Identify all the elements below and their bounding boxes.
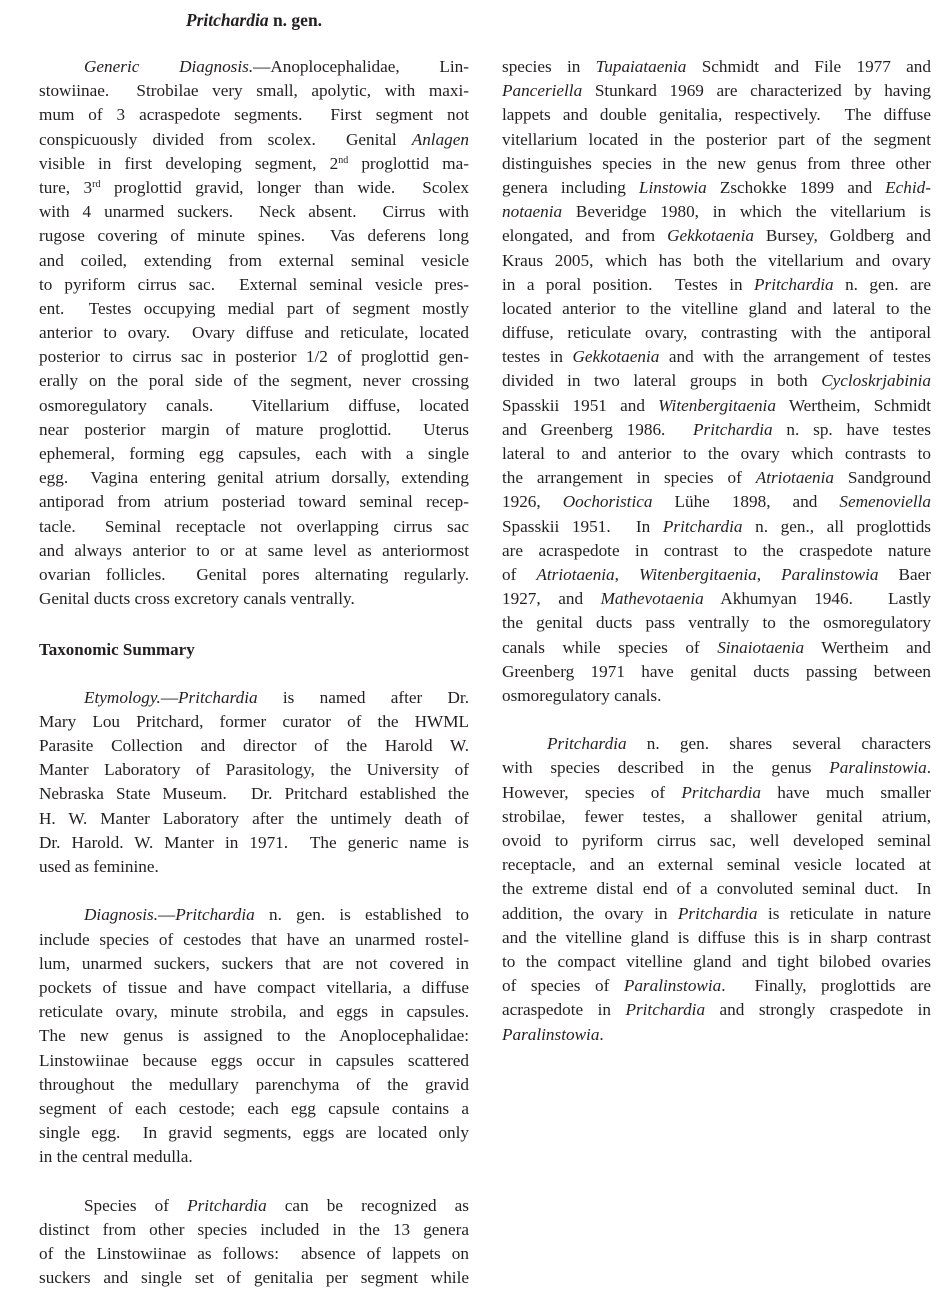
italic-term: Anlagen	[411, 129, 469, 149]
text-run: divided in two lateral groups in both	[502, 371, 822, 391]
text-line	[39, 128, 469, 152]
text-run: . Finally, proglottids are	[721, 976, 931, 996]
text-run: near posterior margin of mature proglottid. Uterus	[39, 419, 469, 439]
text-line	[502, 442, 931, 466]
text-line	[39, 952, 469, 976]
genus-title-italic: Pritchardia	[185, 10, 269, 30]
text-run: —	[160, 687, 179, 707]
text-run: acraspedote in	[502, 1000, 626, 1020]
text-line	[502, 974, 931, 998]
text-line	[39, 176, 469, 200]
text-run: Schmidt and File 1977 and	[686, 57, 931, 76]
text-line	[502, 853, 931, 877]
text-run: visible in first developing segment, 2	[39, 153, 339, 173]
text-run: .	[599, 1024, 604, 1044]
text-run: Greenberg 1971 have genital ducts passing between	[502, 661, 931, 681]
text-run: in the central medulla.	[39, 1147, 193, 1167]
italic-term: Generic Diagnosis.	[84, 57, 254, 76]
text-run: n. gen. are	[833, 274, 931, 294]
text-run: the extreme distal end of a convoluted seminal duct. In	[502, 879, 931, 899]
text-run: lateral to and anterior to the ovary which contrasts to	[502, 444, 931, 463]
text-run: osmoregulatory canals.	[502, 685, 662, 705]
diagnosis-paragraph	[39, 903, 469, 1169]
italic-term: Pritchardia	[178, 687, 258, 707]
text-line	[39, 1121, 469, 1145]
continuation-paragraph	[502, 55, 931, 708]
text-run: ent. Testes occupying medial part of segment mostly	[39, 298, 469, 318]
text-run: elongated, and from	[502, 226, 668, 246]
text-line	[39, 273, 469, 297]
text-line	[39, 1024, 469, 1048]
text-run: ture, 3	[39, 177, 93, 197]
text-run: genera including	[502, 177, 639, 197]
section-heading-taxonomic-summary: Taxonomic Summary	[39, 639, 195, 659]
text-run: Sandground	[834, 468, 931, 488]
text-run: n. gen., all proglottids	[742, 516, 931, 536]
text-line	[39, 734, 469, 758]
text-run: Bursey, Goldberg and	[753, 226, 931, 246]
text-run: is reticulate in nature	[757, 903, 931, 923]
italic-term: Diagnosis.	[84, 905, 159, 925]
text-run: strobilae, fewer testes, a shallower genital atrium,	[502, 806, 931, 826]
text-run: lum, unarmed suckers, suckers that are not covered in	[39, 953, 469, 973]
text-line	[502, 660, 931, 684]
text-line	[39, 1097, 469, 1121]
text-line	[502, 418, 931, 442]
text-line	[39, 1073, 469, 1097]
text-run: the genital ducts pass ventrally to the osmoregulatory	[502, 613, 931, 633]
text-run: anterior to ovary. Ovary diffuse and reticulate, located	[39, 323, 469, 343]
italic-term: Semenoviella	[839, 492, 931, 512]
text-line	[502, 152, 931, 176]
italic-term: Witenbergitaenia	[658, 395, 776, 415]
text-run: Dr. Harold. W. Manter in 1971. The generic name is	[39, 832, 469, 852]
text-line	[39, 466, 469, 490]
genus-title-rest: n. gen.	[268, 10, 323, 30]
text-run: erally on the poral side of the segment, never crossing	[39, 371, 469, 391]
text-run: mum of 3 acraspedote segments. First segment not	[39, 105, 469, 125]
text-run: ovoid to pyriform cirrus sac, well developed seminal	[502, 831, 931, 850]
italic-term: Oochoristica	[562, 492, 653, 512]
text-run: 1926,	[502, 492, 563, 512]
text-run: Nebraska State Museum. Dr. Pritchard established the	[39, 784, 469, 804]
text-line	[502, 1023, 931, 1047]
text-run: Beveridge 1980, in which the vitellarium is	[562, 202, 931, 222]
text-line	[502, 877, 931, 901]
text-run: distinct from other species included in the 13 genera	[39, 1219, 469, 1239]
text-line	[502, 636, 931, 660]
text-run: Spasskii 1951. In	[502, 516, 663, 536]
text-run: Species of	[84, 1195, 188, 1215]
text-run: of	[502, 564, 537, 584]
text-run: addition, the ovary in	[502, 903, 678, 923]
text-run: include species of cestodes that have an unarmed rostel-	[39, 929, 469, 949]
text-run: of the Linstowiinae as follows: absence of lappets on	[39, 1244, 469, 1263]
text-run: single egg. In gravid segments, eggs are located only	[39, 1123, 469, 1143]
text-line	[39, 1194, 469, 1218]
italic-term: Cycloskrjabinia	[821, 371, 931, 391]
text-line	[39, 710, 469, 734]
text-line	[502, 490, 931, 514]
superscript: nd	[338, 154, 349, 166]
text-line	[502, 200, 931, 224]
text-run: Lühe 1898, and	[652, 492, 840, 512]
text-line	[502, 781, 931, 805]
text-line	[502, 55, 931, 79]
text-line	[39, 1000, 469, 1024]
text-run: and the vitelline gland is diffuse this is in sharp contrast	[502, 927, 931, 947]
text-line	[39, 1218, 469, 1242]
text-run: H. W. Manter Laboratory after the untimely death of	[39, 808, 469, 828]
text-line	[39, 321, 469, 345]
text-run: However, species of	[502, 782, 682, 802]
text-line	[502, 176, 931, 200]
text-run: distinguishes species in the new genus from three other	[502, 153, 931, 173]
text-run: —Anoplocephalidae, Lin-	[253, 57, 469, 76]
text-line	[39, 442, 469, 466]
italic-term: Paralinstowia	[829, 758, 927, 778]
text-run: n. gen. is established to	[254, 905, 469, 925]
text-line	[502, 732, 931, 756]
italic-term: Pritchardia	[754, 274, 834, 294]
text-run: conspicuously divided from scolex. Genital	[39, 129, 412, 149]
text-run: is named after Dr.	[257, 687, 469, 707]
superscript: rd	[92, 178, 101, 190]
text-line	[502, 950, 931, 974]
text-line	[39, 1242, 469, 1266]
italic-term: Atriotaenia	[536, 564, 615, 584]
text-run: posterior to cirrus sac in posterior 1/2 of proglottid gen-	[39, 347, 469, 367]
text-line	[502, 902, 931, 926]
text-line	[502, 345, 931, 369]
text-line	[502, 369, 931, 393]
text-line	[39, 79, 469, 103]
text-line	[502, 103, 931, 127]
text-run: with 4 unarmed suckers. Neck absent. Cirrus with	[39, 202, 469, 222]
text-run: and with the arrangement of testes	[659, 347, 931, 367]
text-run: ,	[756, 564, 782, 584]
text-run: .	[926, 758, 931, 778]
text-line	[39, 686, 469, 710]
text-run: Manter Laboratory of Parasitology, the University of	[39, 760, 469, 780]
text-line	[502, 587, 931, 611]
etymology-paragraph	[39, 686, 469, 880]
text-line	[502, 611, 931, 635]
text-run: Mary Lou Pritchard, former curator of the HWML	[39, 711, 469, 731]
text-line	[39, 490, 469, 514]
text-run: used as feminine.	[39, 857, 159, 876]
italic-term: Linstowia	[638, 177, 707, 197]
genus-title	[39, 8, 469, 32]
text-line	[502, 805, 931, 829]
italic-term: Atriotaenia	[755, 468, 835, 488]
text-run: n. gen. shares several characters	[626, 734, 931, 754]
text-line	[39, 903, 469, 927]
text-line	[39, 928, 469, 952]
text-run: Akhumyan 1946. Lastly	[703, 589, 931, 609]
text-line	[502, 539, 931, 563]
text-line	[502, 249, 931, 273]
italic-term: Sinaiotaenia	[717, 637, 805, 657]
text-run: of species of	[502, 976, 624, 996]
text-run: canals while species of	[502, 637, 718, 657]
text-run: vitellarium located in the posterior part of the segment	[502, 129, 931, 149]
text-line	[39, 200, 469, 224]
italic-term: Paralinstowia	[623, 976, 722, 996]
comparison-paragraph	[502, 732, 931, 1046]
text-run: pockets of tissue and have compact vitellaria, a diffuse	[39, 977, 469, 997]
italic-term: Paralinstowia	[502, 1024, 600, 1044]
text-run: ephemeral, forming egg capsules, each with a single	[39, 444, 469, 463]
italic-term: Pritchardia	[662, 516, 743, 536]
text-line	[502, 998, 931, 1022]
text-line	[502, 563, 931, 587]
text-run: Linstowiinae because eggs occur in capsules scattered	[39, 1050, 469, 1070]
text-line	[39, 1049, 469, 1073]
text-run: segment of each cestode; each egg capsule contains a	[39, 1098, 469, 1118]
text-run: proglottid gravid, longer than wide. Scolex	[100, 177, 469, 197]
text-line	[502, 297, 931, 321]
text-run: suckers and single set of genitalia per segment while	[39, 1268, 469, 1288]
text-run: in a poral position. Testes in	[502, 274, 755, 294]
text-run: egg. Vagina entering genital atrium dorsally, extending	[39, 468, 469, 488]
text-run: The new genus is assigned to the Anoplocephalidae:	[39, 1026, 469, 1046]
text-line	[39, 1145, 469, 1169]
text-run: the arrangement in species of	[502, 468, 756, 488]
text-run: Genital ducts cross excretory canals ventrally.	[39, 589, 355, 609]
text-run: osmoregulatory canals. Vitellarium diffuse, located	[39, 395, 469, 415]
text-line	[39, 831, 469, 855]
italic-term: Panceriella	[502, 81, 583, 101]
text-line	[39, 807, 469, 831]
text-line	[39, 515, 469, 539]
text-line	[39, 782, 469, 806]
text-run: ,	[614, 564, 639, 584]
text-run: proglottid ma-	[348, 153, 470, 173]
text-line	[502, 128, 931, 152]
text-run: rugose covering of minute spines. Vas deferens long	[39, 226, 469, 246]
text-line	[502, 684, 931, 708]
italic-term: Pritchardia	[547, 734, 627, 754]
generic-diagnosis-paragraph	[39, 55, 469, 611]
italic-term: Etymology.	[84, 687, 161, 707]
text-run: Wertheim and	[804, 637, 931, 657]
text-line	[502, 394, 931, 418]
text-line	[39, 855, 469, 879]
text-line	[39, 224, 469, 248]
text-line	[39, 418, 469, 442]
text-line	[502, 926, 931, 950]
text-run: testes in	[502, 347, 573, 367]
text-line	[502, 273, 931, 297]
text-line	[39, 249, 469, 273]
text-line	[502, 321, 931, 345]
italic-term: Gekkotaenia	[572, 347, 660, 367]
italic-term: Tupaiataenia	[595, 57, 687, 76]
text-line	[39, 539, 469, 563]
italic-term: Pritchardia	[187, 1195, 267, 1215]
text-run: and Greenberg 1986.	[502, 419, 694, 439]
text-line	[502, 515, 931, 539]
text-run: ovarian follicles. Genital pores alternating regularly.	[39, 564, 469, 584]
text-run: Parasite Collection and director of the Harold W.	[39, 736, 469, 756]
italic-term: Mathevotaenia	[600, 589, 704, 609]
text-line	[39, 369, 469, 393]
italic-term: Pritchardia	[693, 419, 773, 439]
text-run: to pyriform cirrus sac. External seminal vesicle pres-	[39, 274, 469, 294]
text-line	[502, 79, 931, 103]
text-run: throughout the medullary parenchyma of the gravid	[39, 1074, 469, 1094]
text-run: species in	[502, 57, 596, 76]
italic-term: Pritchardia	[625, 1000, 706, 1020]
text-run: to the compact vitelline gland and tight bilobed ovaries	[502, 951, 931, 971]
text-run: and coiled, extending from external seminal vesicle	[39, 250, 469, 270]
text-run: stowiinae. Strobilae very small, apolytic, with maxi-	[39, 81, 469, 101]
text-line	[39, 758, 469, 782]
text-line	[39, 1266, 469, 1290]
text-run: diffuse, reticulate ovary, contrasting with the antiporal	[502, 323, 931, 343]
text-line	[39, 55, 469, 79]
text-run: Spasskii 1951 and	[502, 395, 659, 415]
text-run: lappets and double genitalia, respectively. The diffuse	[502, 105, 931, 125]
italic-term: Gekkotaenia	[667, 226, 754, 246]
text-run: 1927, and	[502, 589, 601, 609]
text-run: —	[158, 905, 176, 925]
italic-term: Pritchardia	[175, 905, 255, 925]
text-line	[502, 466, 931, 490]
text-run: can be recognized as	[266, 1195, 469, 1215]
text-run: Wertheim, Schmidt	[775, 395, 931, 415]
italic-term: notaenia	[502, 202, 563, 222]
text-line	[39, 563, 469, 587]
text-line	[39, 297, 469, 321]
text-run: are acraspedote in contrast to the craspedote nature	[502, 540, 931, 560]
text-run: reticulate ovary, minute strobila, and eggs in capsules.	[39, 1002, 469, 1022]
text-run: Baer	[878, 564, 931, 584]
text-line	[502, 224, 931, 248]
text-run: Zschokke 1899 and	[706, 177, 886, 197]
text-run: tacle. Seminal receptacle not overlapping cirrus sac	[39, 516, 469, 536]
text-line	[39, 587, 469, 611]
text-line	[39, 152, 469, 176]
text-line	[502, 756, 931, 780]
italic-term: Pritchardia	[677, 903, 758, 923]
text-line	[39, 345, 469, 369]
italic-term: Witenbergitaenia	[639, 564, 757, 584]
text-run: antiporad from atrium posteriad toward seminal recep-	[39, 492, 469, 512]
text-run: Kraus 2005, which has both the vitellarium and ovary	[502, 250, 931, 270]
text-run: and always anterior to or at same level as anteriormost	[39, 540, 469, 560]
text-run: receptacle, and an external seminal vesicle located at	[502, 855, 931, 875]
italic-term: Paralinstowia	[781, 564, 879, 584]
text-run: with species described in the genus	[502, 758, 830, 778]
italic-term: Echid-	[885, 177, 931, 197]
italic-term: Pritchardia	[681, 782, 761, 802]
text-run: Stunkard 1969 are characterized by having	[582, 81, 931, 101]
text-line	[39, 976, 469, 1000]
text-run: and strongly craspedote in	[705, 1000, 932, 1020]
text-line	[39, 103, 469, 127]
species-recognition-paragraph	[39, 1194, 469, 1290]
text-line	[502, 829, 931, 853]
text-run: n. sp. have testes	[772, 419, 931, 439]
text-line	[39, 394, 469, 418]
text-run: located anterior to the vitelline gland and lateral to the	[502, 298, 931, 318]
text-run: have much smaller	[760, 782, 931, 802]
